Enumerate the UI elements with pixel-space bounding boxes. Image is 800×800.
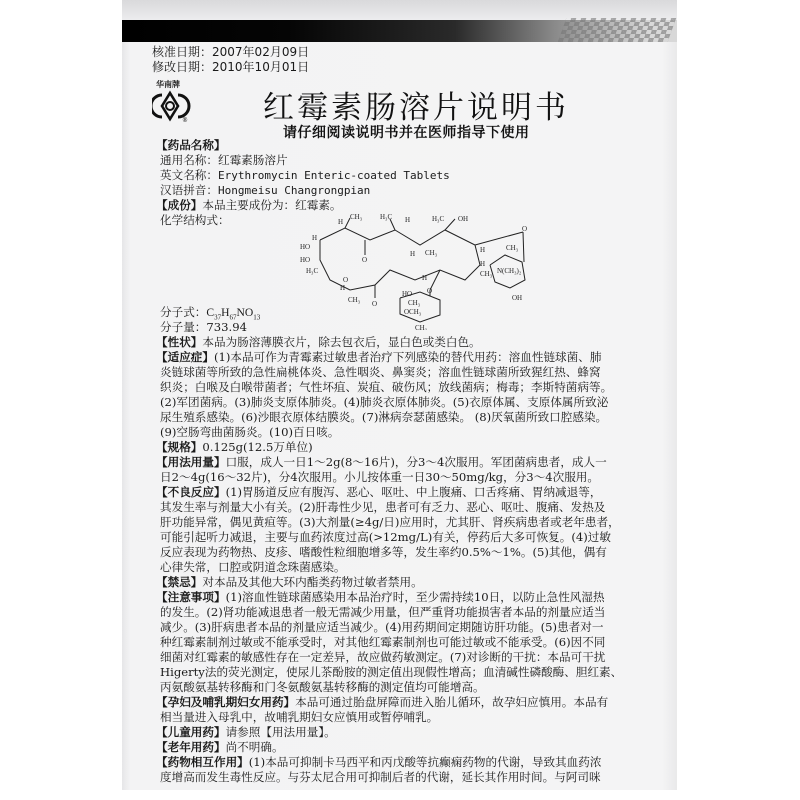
- section-text: 0.125g(12.5万单位): [202, 440, 313, 454]
- section-line: [160, 530, 611, 545]
- svg-text:HO: HO: [300, 243, 311, 251]
- weight-value: 733.94: [206, 320, 247, 334]
- section-heading: 【儿童用药】: [156, 725, 226, 739]
- section-text: 丙氨酸氨基转移酶和门冬氨酸氨基转移酶的测定值均可能增高。: [160, 680, 485, 694]
- svg-text:O: O: [427, 287, 433, 295]
- section-text: 种红霉素制剂过敏或不能承受时，对其他红霉素制剂也可能过敏或不能承受。(6)因不同: [160, 635, 606, 649]
- generic-name: [160, 153, 288, 168]
- structure-label: 化学结构式：: [160, 213, 230, 227]
- pinyin-name-label: 汉语拼音：: [160, 183, 218, 197]
- molecular-weight: [160, 320, 247, 335]
- section-text: 本品为肠溶薄膜衣片，除去包衣后，显白色或类白色。: [202, 335, 481, 349]
- revision-date: [152, 60, 309, 74]
- section-line: [160, 410, 607, 425]
- brand-name: 华南牌: [156, 80, 180, 89]
- section-line-first: [156, 755, 601, 770]
- generic-name-label: 通用名称：: [160, 153, 218, 167]
- svg-text:CH₃: CH₃: [415, 324, 428, 330]
- section-heading: 【不良反应】: [156, 485, 226, 499]
- svg-text:CH₃: CH₃: [506, 244, 519, 252]
- svg-text:CH₃: CH₃: [425, 249, 438, 257]
- svg-text:H: H: [480, 260, 486, 268]
- svg-text:H₃C: H₃C: [380, 213, 393, 221]
- approval-date: [152, 45, 309, 59]
- page-title: 红霉素肠溶片说明书: [263, 90, 569, 126]
- section-text: 度增高而发生毒性反应。与芬太尼合用可抑制后者的代谢，延长其作用时间。与阿司咪: [160, 770, 601, 784]
- approval-date-value: 2007年02月09日: [212, 45, 310, 59]
- composition-heading: 【成份】: [156, 198, 203, 212]
- svg-text:O: O: [372, 300, 378, 308]
- section-text: 可能引起听力减退，主要与血药浓度过高(>12mg/L)有关，停药后大多可恢复。(4)过敏: [160, 530, 611, 544]
- section-line-first: [156, 725, 336, 740]
- section-line-first: [156, 485, 601, 500]
- approval-date-label: 核准日期：: [152, 45, 213, 59]
- page-subtitle: 请仔细阅读说明书并在医师指导下使用: [283, 125, 530, 141]
- section-line: [160, 635, 605, 650]
- top-edge-shadow: [122, 0, 677, 20]
- section-text: 织炎；白喉及白喉带菌者；气性坏疽、炭疽、破伤风；放线菌病；梅毒；李斯特菌病等。: [160, 380, 613, 394]
- section-line: [160, 545, 607, 560]
- section-text: 细菌对红霉素的敏感性存在一定差异，故应做药敏测定。(7)对诊断的干扰：本品可干扰: [160, 650, 606, 664]
- section-heading: 【药物相互作用】: [156, 755, 249, 769]
- section-text: 反应表现为药物热、皮疹、嗜酸性粒细胞增多等，发生率约0.5%～1%。(5)其他，偶有: [160, 545, 607, 559]
- svg-text:H: H: [340, 284, 346, 292]
- svg-text:OH: OH: [458, 215, 469, 223]
- svg-text:N(CH₃)₂: N(CH₃)₂: [497, 267, 522, 275]
- section-line: [160, 365, 601, 380]
- section-text: (1)溶血性链球菌感染用本品治疗时，至少需持续10日，以防止急性风湿热: [225, 590, 605, 604]
- section-text: 的发生。(2)肾功能减退患者一般无需减少用量，但严重肾功能损害者本品的剂量应适当: [160, 605, 606, 619]
- svg-text:CH₃: CH₃: [408, 299, 421, 307]
- section-line: [160, 665, 622, 680]
- section-text: 相当量进入母乳中，故哺乳期妇女应慎用或暂停哺乳。: [160, 710, 439, 724]
- section-heading: 【适应症】: [156, 350, 214, 364]
- english-name: [160, 168, 450, 183]
- pinyin-name-value: Hongmeisu Changrongpian: [217, 184, 371, 197]
- section-line: [160, 605, 605, 620]
- section-text: 尚不明确。: [225, 740, 284, 754]
- section-heading: 【性状】: [156, 335, 203, 349]
- checker-pattern-decoration: [558, 18, 677, 42]
- section-line-first: [156, 590, 605, 605]
- svg-text:H: H: [338, 218, 344, 226]
- svg-text:OCH₃: OCH₃: [404, 308, 422, 316]
- weight-label: 分子量：: [160, 320, 207, 334]
- svg-text:H₃C: H₃C: [432, 215, 445, 223]
- section-line-first: [156, 695, 608, 710]
- section-text: 口服，成人一日1～2g(8～16片)，分3～4次服用。军团菌病患者，成人一: [225, 455, 607, 469]
- section-text: Higerty法的荧光测定，使尿儿茶酚胺的测定值出现假性增高；血清碱性磷酸酶、胆红素、: [160, 665, 623, 679]
- section-line-first: [156, 440, 313, 455]
- section-text: (2)军团菌病。(3)肺炎支原体肺炎。(4)肺炎衣原体肺炎。(5)衣原体属、支原体属所致泌: [160, 395, 609, 409]
- section-text: 肝功能异常，偶见黄疸等。(3)大剂量(≥4g/日)应用时，尤其肝、肾疾病患者或老年患者，: [160, 515, 620, 529]
- svg-text:CH₃: CH₃: [350, 213, 363, 221]
- svg-text:HO: HO: [402, 290, 413, 298]
- svg-text:H: H: [405, 216, 411, 224]
- generic-name-value: 红霉素肠溶片: [217, 153, 288, 167]
- section-line: [160, 620, 603, 635]
- formula-label: 分子式：: [160, 305, 207, 319]
- svg-text:H: H: [312, 234, 318, 242]
- section-line: [160, 395, 608, 410]
- section-heading: 【孕妇及哺乳期妇女用药】: [156, 695, 296, 709]
- section-heading: 【用法用量】: [156, 455, 226, 469]
- svg-text:OH: OH: [512, 294, 523, 302]
- section-text: 日2～4g(16～32片)，分4次服用。小儿按体重一日30～50mg/kg，分3～4次服用。: [160, 470, 599, 484]
- leaflet-page: [122, 0, 677, 790]
- section-line: [160, 470, 599, 485]
- section-text: 对本品及其他大环内酯类药物过敏者禁用。: [202, 575, 423, 589]
- section-text: 请参照【用法用量】。: [225, 725, 336, 739]
- svg-text:HO: HO: [300, 256, 311, 264]
- svg-text:CH₃: CH₃: [480, 270, 493, 278]
- section-line-first: [156, 350, 601, 365]
- section-text: 其发生率与剂量大小有关。(2)肝毒性少见，患者可有乏力、恶心、呕吐、腹痛、发热及: [160, 500, 606, 514]
- section-line: [160, 770, 601, 785]
- revision-date-label: 修改日期：: [152, 60, 213, 74]
- section-text: (1)本品可作为青霉素过敏患者治疗下列感染的替代用药：溶血性链球菌、肺: [213, 350, 602, 364]
- svg-text:®: ®: [182, 117, 188, 122]
- section-heading: 【规格】: [156, 440, 203, 454]
- section-line-first: [156, 455, 607, 470]
- drug-name-heading: 【药品名称】: [156, 138, 226, 152]
- section-line: [160, 425, 339, 440]
- svg-text:H₃C: H₃C: [306, 267, 319, 275]
- section-heading: 【禁忌】: [156, 575, 203, 589]
- svg-text:O: O: [343, 276, 349, 284]
- section-line: [160, 515, 620, 530]
- svg-text:H: H: [480, 246, 486, 254]
- composition-text: 本品主要成份为：红霉素。: [202, 198, 342, 212]
- svg-text:H: H: [422, 274, 428, 282]
- section-text: 尿生殖系感染。(6)沙眼衣原体结膜炎。(7)淋病奈瑟菌感染。 (8)厌氧菌所致口腔感染。: [160, 410, 608, 424]
- section-text: 炎链球菌等所致的急性扁桃体炎、急性咽炎、鼻窦炎；溶血性链球菌所致猩红热、蜂窝: [160, 365, 601, 379]
- svg-text:H: H: [410, 250, 416, 258]
- svg-text:O: O: [362, 256, 368, 264]
- section-line: [160, 500, 605, 515]
- chemical-structure-diagram: [290, 210, 540, 330]
- formula-value: $C_{37}H_{67}NO_{13}$: [206, 306, 261, 322]
- section-text: 心律失常，口腔或阴道念珠菌感染。: [160, 560, 346, 574]
- section-line-first: [156, 740, 284, 755]
- svg-text:O: O: [522, 225, 528, 233]
- section-line: [160, 560, 346, 575]
- section-line: [160, 710, 438, 725]
- brand-logo-icon: [152, 90, 192, 122]
- pinyin-name: [160, 183, 370, 198]
- section-line: [160, 650, 605, 665]
- svg-text:CH₃: CH₃: [348, 296, 361, 304]
- section-text: (1)胃肠道反应有腹泻、恶心、呕吐、中上腹痛、口舌疼痛、胃纳减退等，: [225, 485, 602, 499]
- section-text: 本品可通过胎盘屏障而进入胎儿循环，故孕妇应慎用。本品有: [295, 695, 609, 709]
- section-heading: 【注意事项】: [156, 590, 226, 604]
- english-name-value: Erythromycin Enteric-coated Tablets: [217, 169, 450, 182]
- section-heading: 【老年用药】: [156, 740, 226, 754]
- section-text: (9)空肠弯曲菌肠炎。(10)百日咳。: [160, 425, 340, 439]
- section-line: [160, 380, 612, 395]
- english-name-label: 英文名称：: [160, 168, 218, 182]
- section-text: (1)本品可抑制卡马西平和丙戊酸等抗癫痫药物的代谢，导致其血药浓: [248, 755, 602, 769]
- section-line: [160, 680, 485, 695]
- section-line-first: [156, 575, 423, 590]
- section-line-first: [156, 335, 481, 350]
- section-text: 减少。(3)肝病患者本品的剂量应适当减少。(4)用药期间定期随访肝功能。(5)患者对一: [160, 620, 604, 634]
- revision-date-value: 2010年10月01日: [212, 60, 310, 74]
